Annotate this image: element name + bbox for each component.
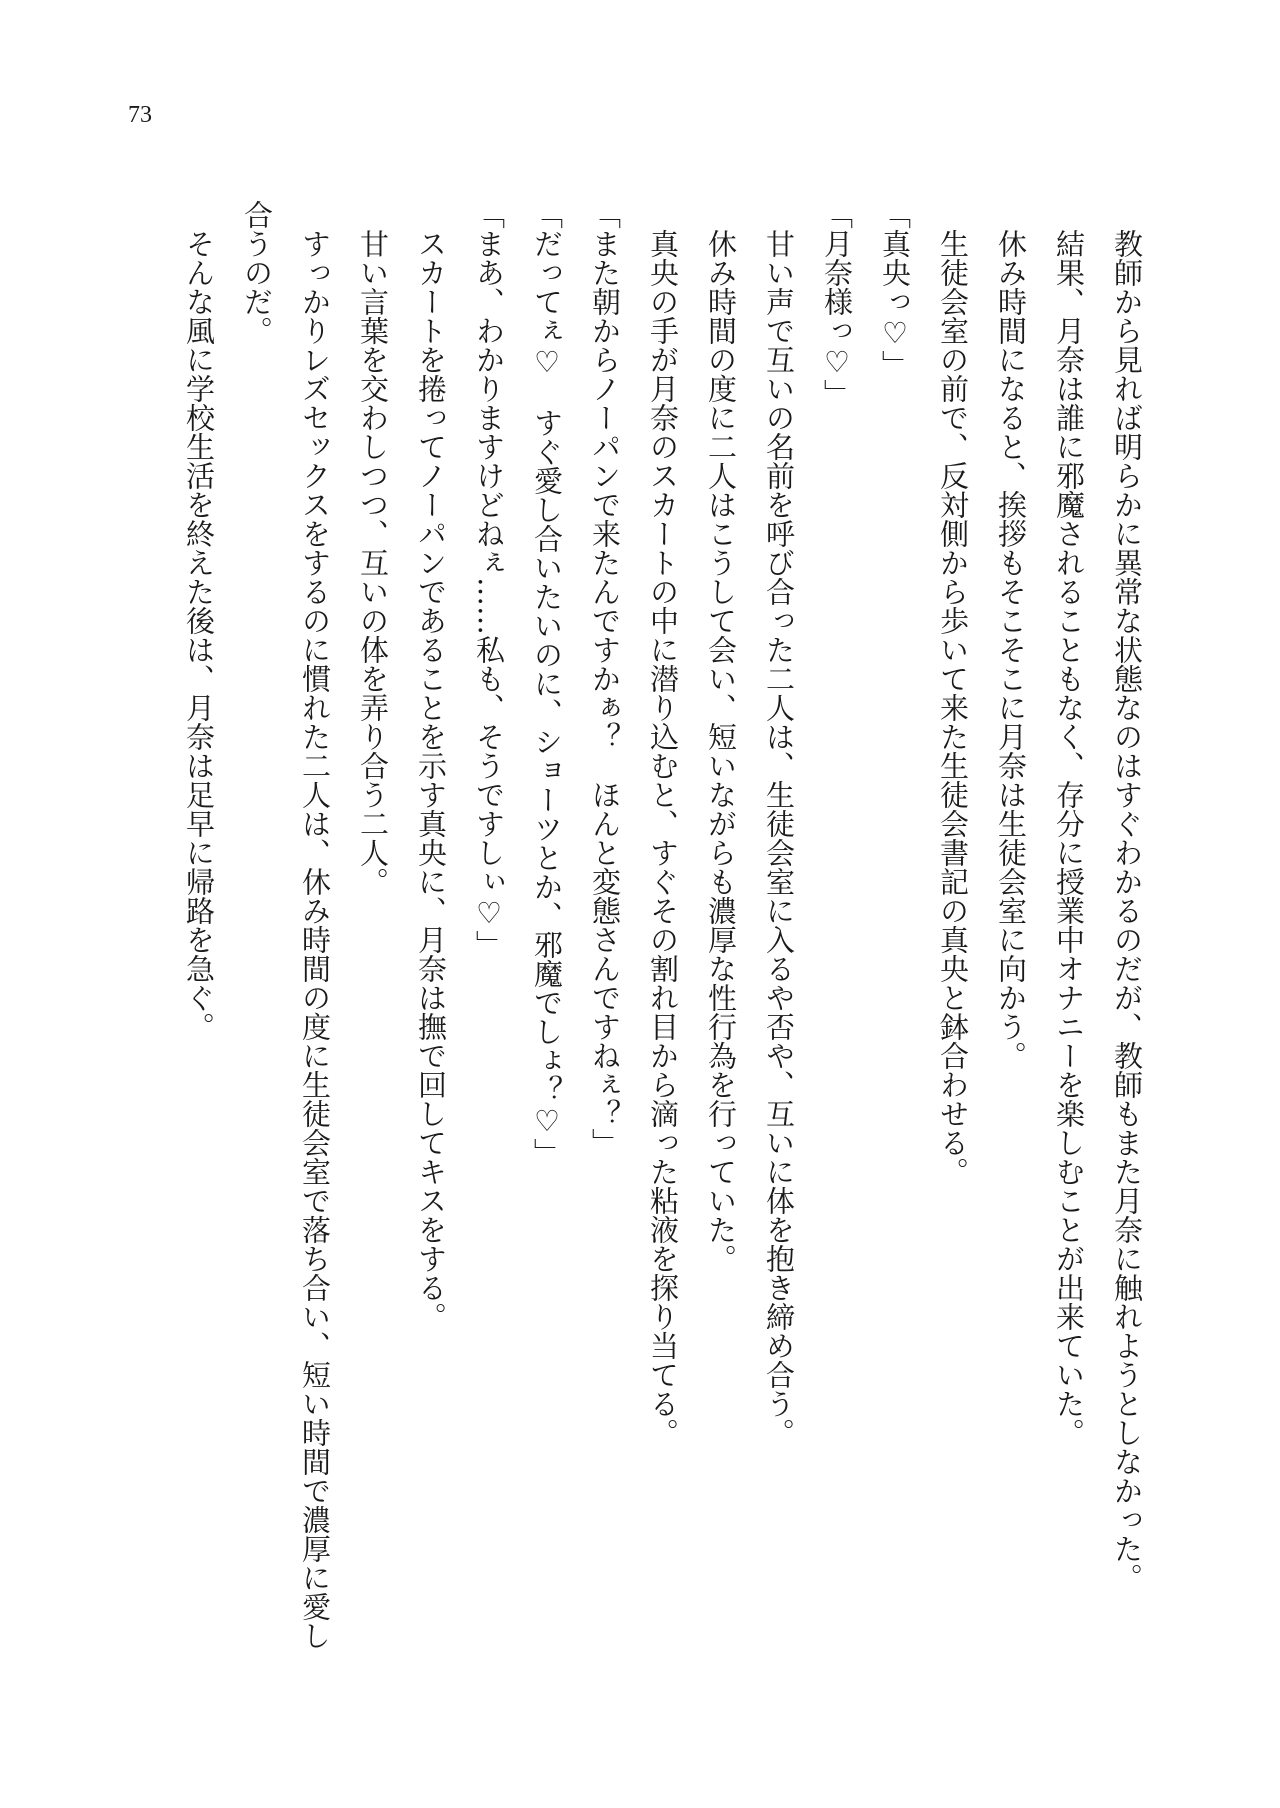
dialogue-line: 「真央っ♡」	[878, 200, 912, 379]
paragraph: 結果、月奈は誰に邪魔されることもなく、存分に授業中オナニーを楽しむことが出来ていた。	[1052, 229, 1086, 1447]
paragraph: すっかりレズセックスをするのに慣れた二人は、休み時間の度に生徒会室で落ち合い、短い時間で濃厚に愛し合うのだ。	[240, 200, 332, 1650]
paragraph: スカートを捲ってノーパンであることを示す真央に、月奈は撫で回してキスをする。	[414, 229, 448, 1331]
body-text	[170, 200, 1156, 1652]
paragraph: 休み時間の度に二人はこうして会い、短いながらも濃厚な性行為を行っていた。	[704, 229, 738, 1273]
dialogue-line: 「まあ、わかりますけどねぇ……私も、そうですしぃ♡」	[472, 200, 506, 959]
paragraph: そんな風に学校生活を終えた後は、月奈は足早に帰路を急ぐ。	[182, 229, 216, 1041]
paragraph: 真央の手が月奈のスカートの中に潜り込むと、すぐその割れ目から滴った粘液を探り当てる。	[646, 229, 680, 1447]
dialogue-line: 「また朝からノーパンで来たんですかぁ？ ほんと変態さんですねぇ？」	[588, 200, 622, 1157]
paragraph: 甘い言葉を交わしつつ、互いの体を弄り合う二人。	[356, 229, 390, 896]
dialogue-line: 「月奈様っ♡」	[820, 200, 854, 408]
paragraph: 休み時間になると、挨拶もそこそこに月奈は生徒会室に向かう。	[994, 229, 1028, 1070]
paragraph: 生徒会室の前で、反対側から歩いて来た生徒会書記の真央と鉢合わせる。	[936, 229, 970, 1186]
paragraph: 甘い声で互いの名前を呼び合った二人は、生徒会室に入るや否や、互いに体を抱き締め合う。	[762, 229, 796, 1447]
paragraph: 教師から見れば明らかに異常な状態なのはすぐわかるのだが、教師もまた月奈に触れようとしなかった。	[1110, 229, 1144, 1592]
page-number: 73	[128, 102, 152, 128]
dialogue-line: 「だってぇ♡ すぐ愛し合いたいのに、ショーツとか、邪魔でしょ？♡」	[530, 200, 564, 1167]
